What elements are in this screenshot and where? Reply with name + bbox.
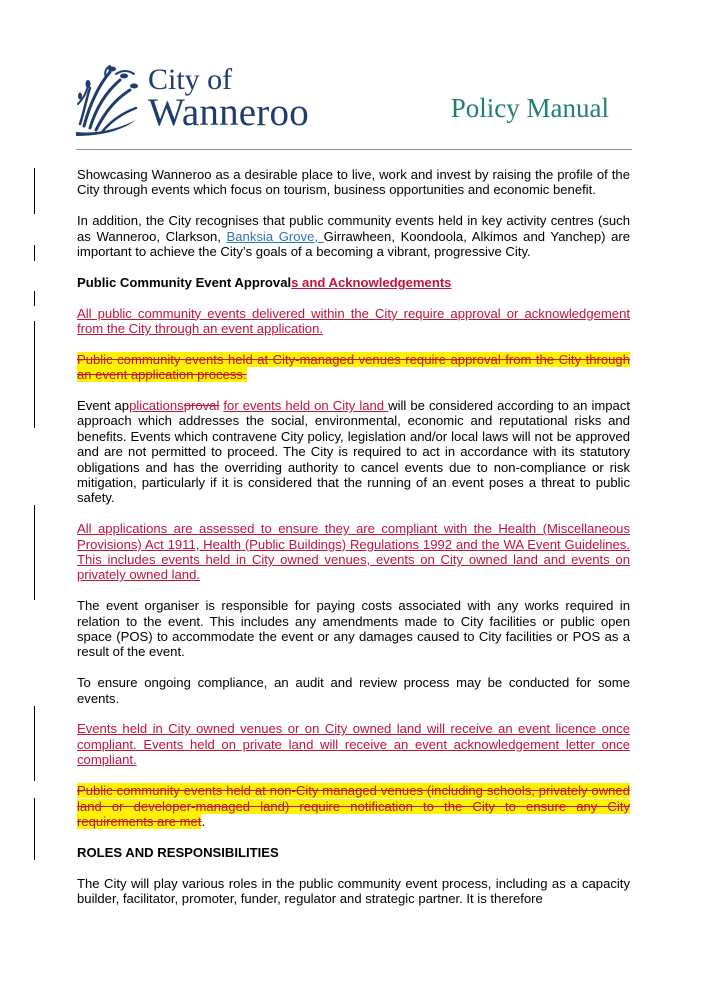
- paragraph-text: Event ap: [77, 398, 130, 414]
- paragraph-text: The event organiser is responsible for paying costs associated with any works required in relation to the event. This includes any amendments made to City facilities or public open space (POS) to accommodate the event or any damages caused to City facilities or POS as a result of the event.: [77, 598, 630, 660]
- paragraph-event-applications: [77, 398, 630, 506]
- paragraph-all-events-approval: [77, 306, 630, 337]
- heading-text: ROLES AND RESPONSIBILITIES: [77, 844, 279, 860]
- paragraph-text: In addition, the City recognises that public community events held in key activity centres (such as Wanneroo, Clarkson,: [77, 213, 630, 244]
- paragraph-applications-assessed: [77, 521, 630, 583]
- paragraph-city-roles: [77, 876, 630, 907]
- paragraph-text: To ensure ongoing compliance, an audit and review process may be conducted for some events.: [77, 675, 630, 706]
- wanneroo-plant-icon: [76, 64, 144, 136]
- inserted-text: Events held in City owned venues or on City owned land will receive an event licence once compliant. Events held on private land will receive an event acknowledgement letter once compliant.: [77, 721, 630, 768]
- paragraph-showcasing: [77, 167, 630, 198]
- heading-roles-responsibilities: [77, 845, 630, 860]
- banksia-grove-link[interactable]: Banksia Grove,: [226, 228, 324, 244]
- deleted-text: Public community events held at non-City managed venues (including schools, privately owned land or developer-managed land) require notification to the City to ensure any City requirements are met: [77, 783, 630, 829]
- paragraph-event-organiser-costs: [77, 598, 630, 660]
- paragraph-deleted-non-city-venues: [77, 783, 630, 829]
- paragraph-text: Girrawheen, Koondoola, Alkimos and Yanchep) are important to achieve the City’s goals of a becoming a vibrant, progressive City.: [77, 228, 630, 260]
- paragraph-text: Showcasing Wanneroo as a desirable place to live, work and invest by raising the profile of the City through events which focus on tourism, business opportunities and economic benefit.: [77, 167, 630, 198]
- header-divider: [76, 149, 632, 150]
- change-bar: [34, 505, 35, 600]
- paragraph-text: .: [201, 813, 206, 829]
- deleted-text: Public community events held at City-managed venues require approval from the City through an event application process.: [77, 351, 630, 383]
- inserted-text: s and Acknowledgements: [291, 274, 452, 290]
- heading-event-approvals: [77, 275, 630, 290]
- change-bar: [34, 168, 35, 214]
- change-bar: [34, 291, 35, 306]
- paragraph-deleted-city-managed: [77, 352, 630, 383]
- change-bar: [34, 798, 35, 860]
- inserted-text: plications: [129, 398, 184, 414]
- policy-manual-title: Policy Manual: [450, 93, 609, 123]
- change-bar: [34, 706, 35, 781]
- logo-wanneroo-text: Wanneroo: [148, 91, 309, 134]
- city-of-wanneroo-logo: [76, 64, 326, 136]
- paragraph-activity-centres: [77, 213, 630, 259]
- paragraph-text: The City will play various roles in the public community event process, including as a capacity builder, facilitator, promoter, funder, regulator and strategic partner. It is therefore: [77, 875, 630, 906]
- heading-text: Public Community Event Approval: [77, 274, 292, 290]
- deleted-text: proval: [183, 398, 220, 414]
- paragraph-event-licence: [77, 721, 630, 767]
- paragraph-text: will be considered according to an impact approach which addresses the social, environmental, economic and reputational risks and benefits. Events which contravene City policy, legislation and/or local laws will not be approved and are not permitted to proceed. The City is required to act in accordance with its statutory obligations and has the overriding authority to cancel events due to non-compliance or risk mitigation, particularly if it is considered that the running of an event poses a threat to public safety.: [77, 398, 631, 506]
- inserted-text: All public community events delivered within the City require approval or acknowledgement from the City through an event application.: [77, 305, 630, 337]
- logo-city-of-text: City of: [148, 63, 233, 96]
- inserted-text: for events held on City land: [223, 398, 389, 414]
- inserted-text: All applications are assessed to ensure they are compliant with the Health (Miscellaneous Provisions) Act 1911, Health (Public Buildings) Regulations 1992 and the WA Event Guidelines. This includes events held in City owned venues, events on City owned land and events on privately owned land.: [77, 521, 630, 583]
- change-bar: [34, 321, 35, 428]
- paragraph-audit-review: [77, 675, 630, 706]
- document-body: [77, 167, 630, 922]
- change-bar: [34, 245, 35, 261]
